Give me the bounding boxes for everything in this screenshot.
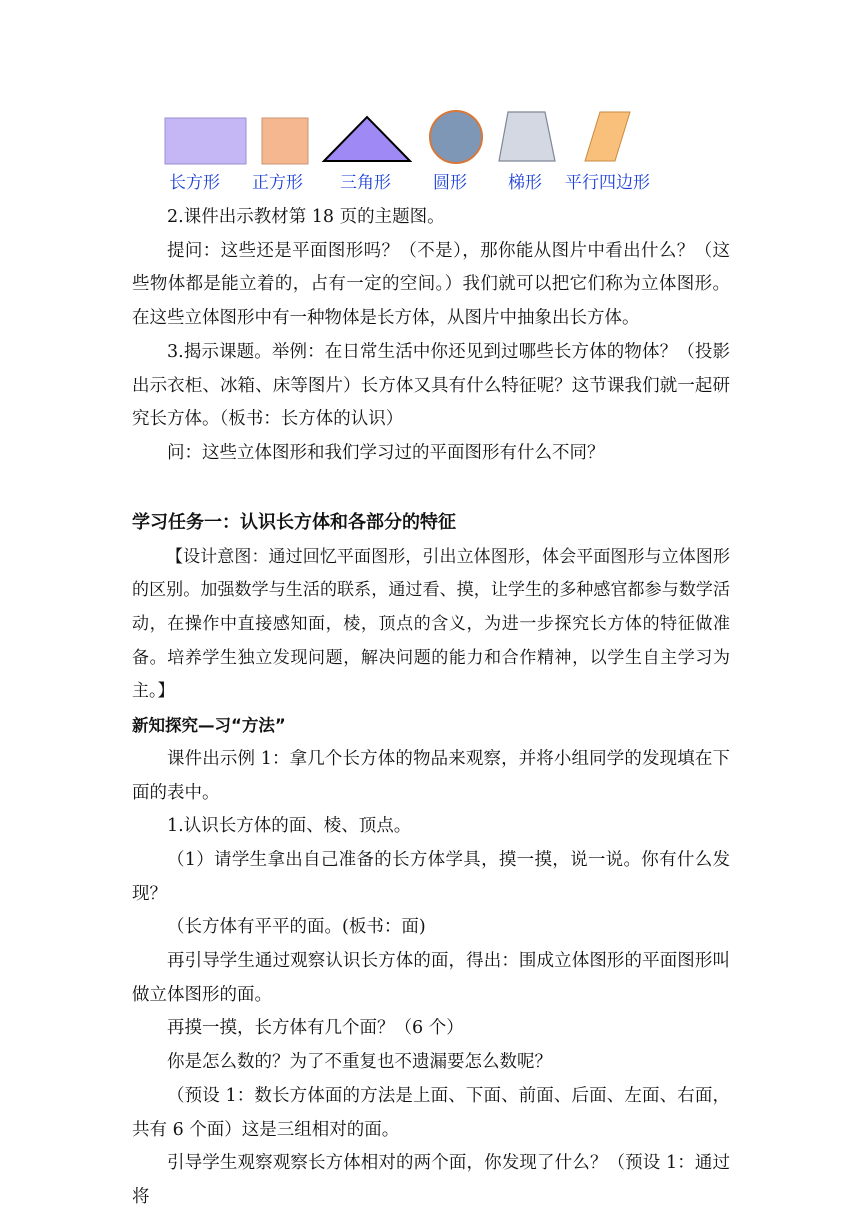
trapezoid-shape [499,112,555,161]
paragraph-question-plane: 提问：这些还是平面图形吗？（不是），那你能从图片中看出什么？（这些物体都是能立着的，占有一定的空间。）我们就可以把它们称为立体图形。在这些立体图形中有一种物体是长方体，从图片中抽象出长方体。 [132,240,730,329]
paragraph-example-1: 课件出示例 1：拿几个长方体的物品来观察，并将小组同学的发现填在下面的表中。 [132,748,730,803]
paragraph-question-difference: 问：这些立体图形和我们学习过的平面图形有什么不同？ [167,442,605,463]
paragraph-know-faces: 1.认识长方体的面、棱、顶点。 [167,816,412,837]
paragraph-count-faces: 再摸一摸，长方体有几个面？（6 个） [167,1018,464,1039]
rectangle-shape [165,118,246,164]
label-circle: 圆形 [433,173,467,193]
explore-heading: 新知探究—习“方法” [132,716,286,736]
paragraph-preset-1: （预设 1：数长方体面的方法是上面、下面、前面、后面、左面、右面，共有 6 个面）这是三组相对的面。 [132,1085,730,1140]
paragraph-define-face: 再引导学生通过观察认识长方体的面，得出：围成立体图形的平面图形叫做立体图形的面。 [132,951,730,1005]
label-triangle: 三角形 [340,173,391,193]
paragraph-flat-face: （长方体有平平的面。(板书：面) [167,917,426,938]
paragraph-reveal-topic: 3.揭示课题。举例：在日常生活中你还见到过哪些长方体的物体？（投影出示衣柜、冰箱、床等图片）长方体又具有什么特征呢？这节课我们就一起研究长方体。（板书：长方体的认识） [132,341,730,430]
parallelogram-shape [585,112,630,161]
circle-shape [430,111,482,163]
square-shape [262,118,308,164]
label-parallelogram: 平行四边形 [565,173,650,193]
task-heading: 学习任务一：认识长方体和各部分的特征 [132,511,456,533]
triangle-shape [324,117,410,161]
plane-shapes-figure [0,0,860,200]
paragraph-courseware-theme: 2.课件出示教材第 18 页的主题图。 [167,207,445,227]
paragraph-touch-say: （1）请学生拿出自己准备的长方体学具，摸一摸，说一说。你有什么发现？ [132,849,730,904]
paragraph-how-count: 你是怎么数的？为了不重复也不遗漏要怎么数呢？ [167,1052,552,1073]
shapes-svg [0,0,860,168]
paragraph-observe-opposite: 引导学生观察观察长方体相对的两个面，你发现了什么？（预设 1：通过将 [132,1153,730,1207]
design-intent: 【设计意图：通过回忆平面图形，引出立体图形，体会平面图形与立体图形的区别。加强数学与生活的联系，通过看、摸，让学生的多种感官都参与数学活动，在操作中直接感知面，棱，顶点的含义，为进一步探究长方体的特征做准备。培养学生独立发现问题，解决问题的能力和合作精神，以学生自主学习为主。】 [132,546,730,702]
label-square: 正方形 [252,173,303,193]
document-body [132,201,730,1215]
label-trapezoid: 梯形 [508,173,542,193]
label-rectangle: 长方形 [169,173,220,193]
